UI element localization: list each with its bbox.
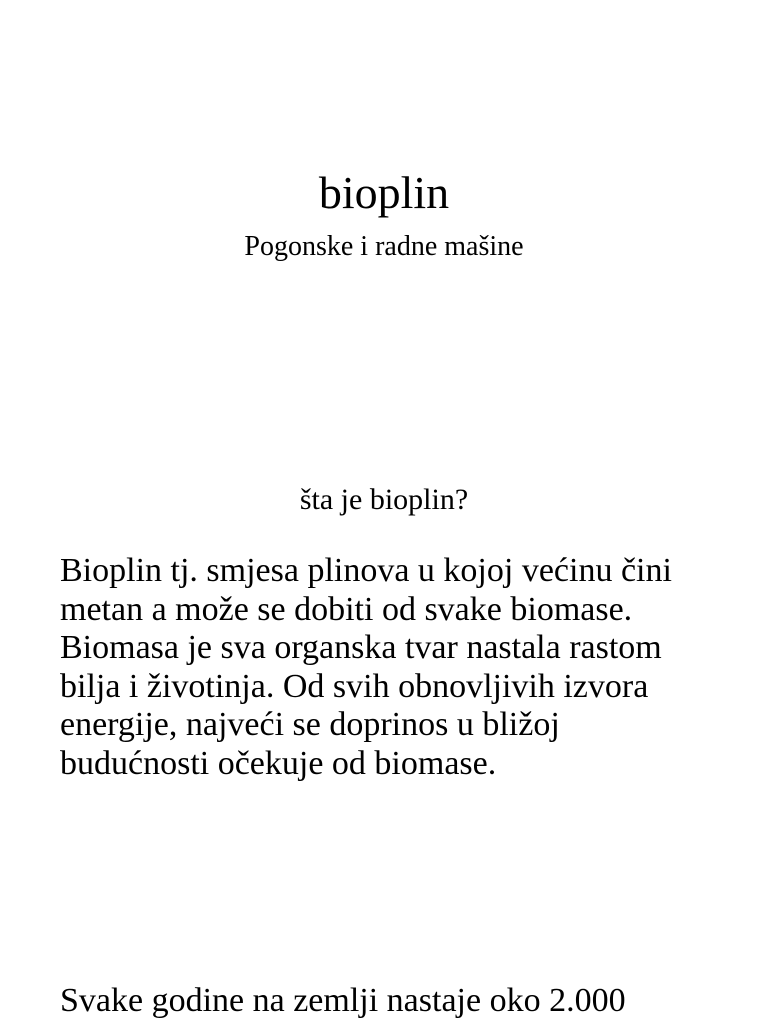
- section-heading: šta je bioplin?: [299, 483, 469, 516]
- paragraph-line: energije, najveći se doprinos u bližoj: [60, 706, 560, 743]
- page-subtitle: Pogonske i radne mašine: [244, 231, 524, 262]
- paragraph-line: Bioplin tj. smjesa plinova u kojoj većinu čini: [60, 552, 672, 589]
- paragraph-line: Biomasa je sva organska tvar nastala rastom: [60, 629, 662, 666]
- paragraph-line: Svake godine na zemlji nastaje oko 2.000: [60, 982, 626, 1019]
- body-paragraph: [60, 552, 740, 783]
- page-title: bioplin: [318, 167, 450, 218]
- paragraph-line: metan a može se dobiti od svake biomase.: [60, 590, 633, 628]
- paragraph-line: budućnosti očekuje od biomase.: [60, 744, 497, 782]
- body-paragraph-continued: [60, 982, 740, 1021]
- paragraph-line: bilja i životinja. Od svih obnovljivih izvora: [60, 667, 649, 705]
